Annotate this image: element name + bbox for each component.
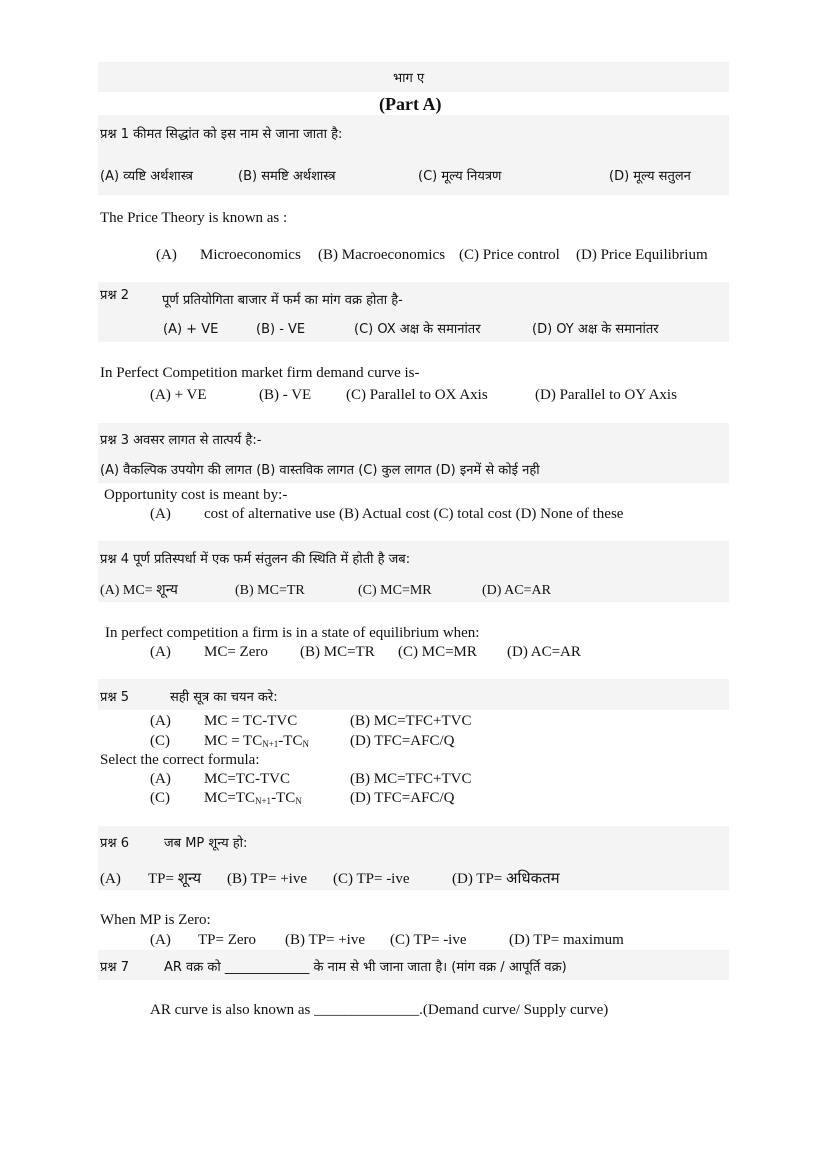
- q5-option-c: [204, 732, 309, 750]
- q5-english-question: Select the correct formula:: [100, 752, 260, 768]
- q2-label: प्रश्न 2: [100, 288, 129, 303]
- q2-hindi-option-b: (B) - VE: [256, 322, 306, 337]
- q5-option-c-sub2: N: [302, 739, 309, 749]
- q4-hindi-option-d: (D) AC=AR: [482, 583, 551, 598]
- q7-hindi-question: AR वक्र को _____________ के नाम से भी जाना जाता है। (मांग वक्र / आपूर्ति वक्र): [164, 960, 567, 975]
- section-hindi-title: भाग ए: [393, 71, 425, 86]
- q1-hindi-option-c: (C) मूल्य नियत्रण: [418, 169, 502, 184]
- q5-label: प्रश्न 5: [100, 690, 129, 705]
- q5-option-a: MC = TC-TVC: [204, 713, 298, 729]
- q1-english-option-c: (C) Price control: [459, 247, 560, 263]
- q2-hindi-option-c: (C) OX अक्ष के समानांतर: [354, 322, 481, 337]
- q2-english-option-c: (C) Parallel to OX Axis: [346, 387, 488, 403]
- q5-option-c-label: (C): [150, 733, 170, 749]
- q4-english-question: In perfect competition a firm is in a state of equilibrium when:: [105, 625, 480, 641]
- q5-hindi-question: सही सूत्र का चयन करे:: [170, 690, 278, 705]
- q2-hindi-option-a: (A) + VE: [163, 322, 219, 337]
- q2-english-option-b: (B) - VE: [259, 387, 312, 403]
- q1-english-option-a: Microeconomics: [200, 247, 301, 263]
- q5-option-d: (D) TFC=AFC/Q: [350, 733, 455, 749]
- q4-hindi-option-a: (A) MC= शून्य: [100, 583, 178, 598]
- q6-english-option-a: TP= Zero: [198, 932, 257, 948]
- q2-english-option-a: (A) + VE: [150, 387, 207, 403]
- q6-english-question: When MP is Zero:: [100, 912, 211, 928]
- q4-english-option-c: (C) MC=MR: [398, 644, 477, 660]
- q5-option-a-label: (A): [150, 713, 171, 729]
- q1-hindi-option-a: (A) व्यष्टि अर्थशास्त्र: [100, 169, 193, 184]
- q1-hindi-option-d: (D) मूल्य सतुलन: [609, 169, 691, 184]
- q4-english-option-a-label: (A): [150, 644, 171, 660]
- q5-option-c-text2: -TC: [278, 733, 303, 749]
- q4-hindi-option-b: (B) MC=TR: [235, 583, 305, 598]
- q1-english-option-a-label: (A): [156, 247, 177, 263]
- q3-english-options: cost of alternative use (B) Actual cost (C) total cost (D) None of these: [204, 506, 624, 522]
- q3-english-option-a-label: (A): [150, 506, 171, 522]
- q5-english-option-a: MC=TC-TVC: [204, 771, 290, 787]
- q5-english-option-c-label: (C): [150, 790, 170, 806]
- q3-hindi-options: (A) वैकल्पिक उपयोग की लागत (B) वास्तविक लागत (C) कुल लागत (D) इनमें से कोई नही: [100, 463, 540, 478]
- q5-english-option-d: (D) TFC=AFC/Q: [350, 790, 455, 806]
- q1-hindi-question: प्रश्न 1 कीमत सिद्धांत को इस नाम से जाना जाता है:: [100, 127, 343, 142]
- q1-english-question: The Price Theory is known as :: [100, 210, 288, 226]
- q2-hindi-option-d: (D) OY अक्ष के समानांतर: [532, 322, 659, 337]
- q5-english-option-c-text2: -TC: [271, 790, 296, 806]
- q5-english-option-c: [204, 789, 302, 807]
- q2-hindi-question: पूर्ण प्रतियोगिता बाजार में फर्म का मांग वक्र होता है-: [162, 293, 403, 308]
- q2-english-option-d: (D) Parallel to OY Axis: [535, 387, 677, 403]
- q4-hindi-option-c: (C) MC=MR: [358, 583, 432, 598]
- q6-hindi-option-b: (B) TP= +ive: [227, 871, 307, 887]
- q6-hindi-option-a: TP= शून्य: [148, 871, 202, 887]
- q3-hindi-question: प्रश्न 3 अवसर लागत से तात्पर्य है:-: [100, 433, 262, 448]
- q5-english-option-c-sub2: N: [295, 796, 302, 806]
- q7-label: प्रश्न 7: [100, 960, 129, 975]
- q5-option-c-text: MC = TC: [204, 733, 263, 749]
- q5-option-c-sub1: N+1: [262, 739, 279, 749]
- q5-english-option-c-sub1: N+1: [254, 796, 272, 806]
- q6-english-option-d: (D) TP= maximum: [509, 932, 624, 948]
- q6-hindi-option-a-label: (A): [100, 871, 121, 887]
- q2-english-question: In Perfect Competition market firm demand curve is-: [100, 365, 420, 381]
- q4-hindi-question: प्रश्न 4 पूर्ण प्रतिस्पर्धा में एक फर्म संतुलन की स्थिति में होती है जब:: [100, 552, 411, 567]
- q6-english-option-a-label: (A): [150, 932, 171, 948]
- q6-english-option-b: (B) TP= +ive: [285, 932, 365, 948]
- q6-hindi-option-d: (D) TP= अधिकतम: [452, 871, 560, 887]
- q5-english-option-b: (B) MC=TFC+TVC: [350, 771, 472, 787]
- q3-english-question: Opportunity cost is meant by:-: [104, 487, 288, 503]
- q5-option-b: (B) MC=TFC+TVC: [350, 713, 472, 729]
- section-title: (Part A): [379, 94, 442, 114]
- q6-hindi-question: जब MP शून्य हो:: [164, 836, 248, 851]
- q6-english-option-c: (C) TP= -ive: [390, 932, 467, 948]
- q1-english-option-d: (D) Price Equilibrium: [576, 247, 708, 263]
- q4-english-option-d: (D) AC=AR: [507, 644, 581, 660]
- q4-english-option-a: MC= Zero: [204, 644, 268, 660]
- q6-hindi-option-c: (C) TP= -ive: [333, 871, 410, 887]
- q1-english-option-b: (B) Macroeconomics: [318, 247, 446, 263]
- q7-english-question: AR curve is also known as ______________.(Demand curve/ Supply curve): [150, 1002, 609, 1018]
- q1-hindi-option-b: (B) समष्टि अर्थशास्त्र: [238, 169, 336, 184]
- q5-english-option-c-text: MC=TC: [204, 790, 255, 806]
- q5-english-option-a-label: (A): [150, 771, 171, 787]
- q4-english-option-b: (B) MC=TR: [300, 644, 375, 660]
- q6-label: प्रश्न 6: [100, 836, 129, 851]
